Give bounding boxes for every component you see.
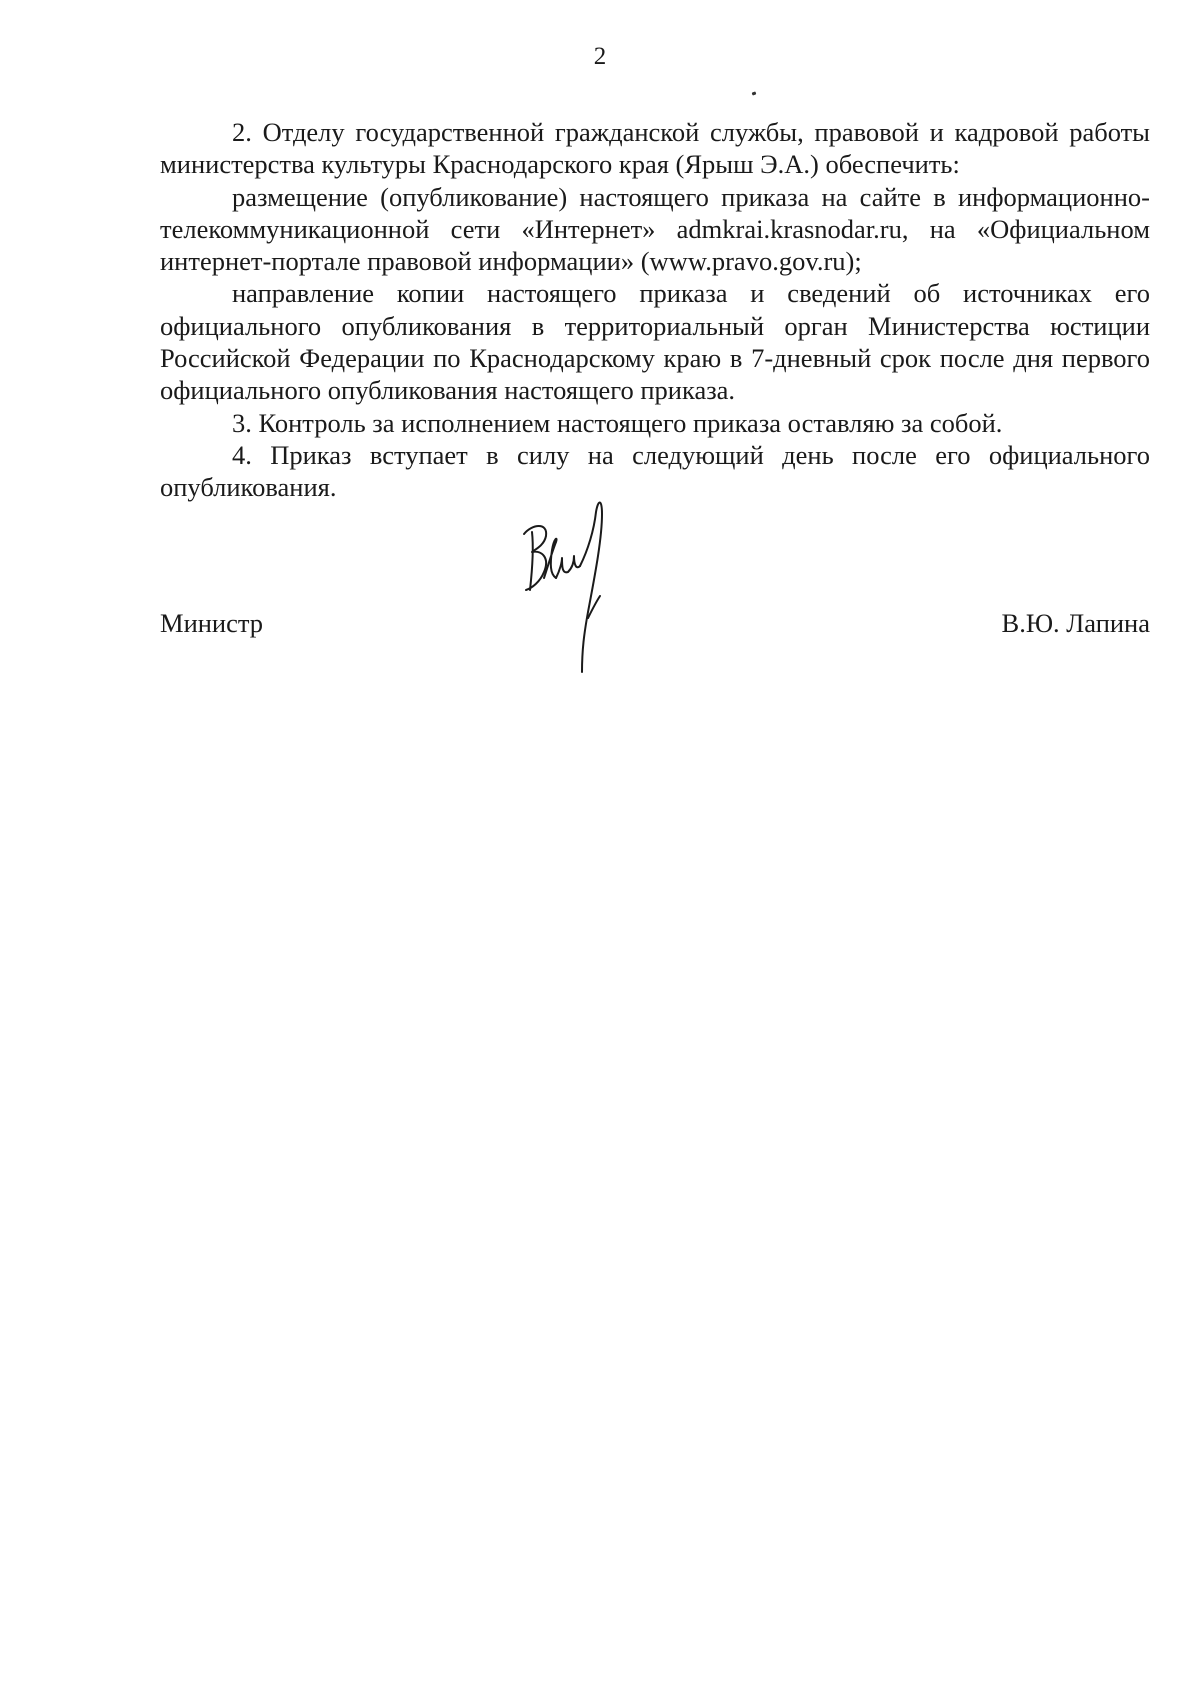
signatory-title: Министр [160,608,264,638]
scan-speck [752,91,757,95]
paragraph-ministry-copy: направление копии настоящего приказа и сведений об источниках его официального опубликования в территориальный орган Министерства юстиции Российской Федерации по Краснодарскому краю в 7-дневный срок после дня первого официального опубликования настоящего приказа. [160,278,1150,406]
page-number: 2 [593,43,607,70]
signature-block [160,500,1150,680]
paragraph-item-4: 4. Приказ вступает в силу на следующий день после его официального опубликования. [160,439,1150,503]
paragraph-item-3: 3. Контроль за исполнением настоящего приказа оставляю за собой. [232,407,1003,438]
handwritten-signature-icon [518,500,628,680]
paragraph-publication: размещение (опубликование) настоящего приказа на сайте в информационно-телекоммуникационной сети «Интернет» admkrai.krasnodar.ru, на «Официальном интернет-портале правовой информации» (www.pravo.gov.ru); [160,181,1150,277]
paragraph-item-2: 2. Отделу государственной гражданской службы, правовой и кадровой работы министерства культуры Краснодарского края (Ярыш Э.А.) обеспечить: [160,117,1150,180]
document-body [160,116,1150,504]
signatory-name: В.Ю. Лапина [1001,608,1150,638]
